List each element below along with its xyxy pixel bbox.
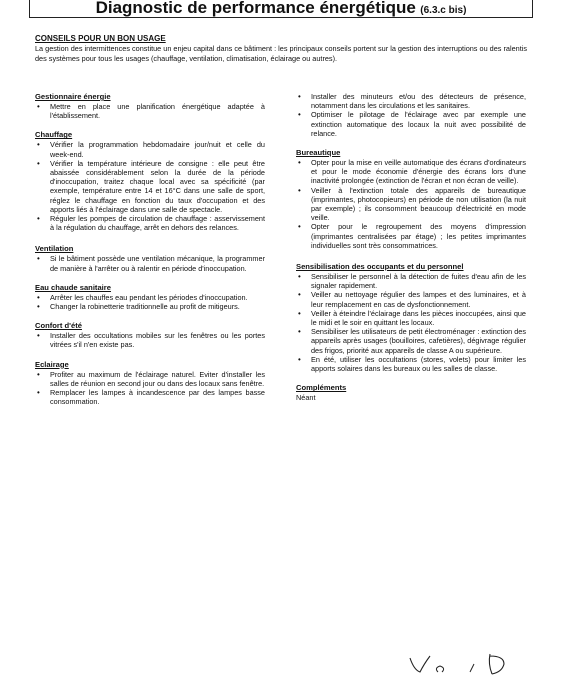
list-item: • Vérifier la température intérieure de consigne : elle peut être abaissée considérablement selon la durée de la période d'inoccupation, traitez chaque local avec sa spécificité (par exemple, température entre 14 et 16°C dans une salle de sport, réglez le chauffage en fonction du taux d'occupation et des apports liés à l'éclairage dans une salle de spectacle. bbox=[35, 159, 265, 214]
section-confort-ete bbox=[35, 321, 265, 349]
list-item: • Remplacer les lampes à incandescence par des lampes basse consommation. bbox=[35, 388, 265, 406]
list-item: • Opter pour la mise en veille automatique des écrans d'ordinateurs et pour le mode économie d'énergie des écrans lors d'une inactivité prolongée (extinction de l'écran et non écran de veille). bbox=[296, 158, 526, 186]
list-item: • Optimiser le pilotage de l'éclairage avec par exemple une extinction automatique des locaux la nuit avec possibilité de relance. bbox=[296, 110, 526, 138]
section-bureautique bbox=[296, 148, 526, 250]
list-item: • Sensibiliser les utilisateurs de petit électroménager : extinction des appareils après usages (bouilloires, cafetières), dégivrage régulier des frigos, priorité aux appareils de classe A ou supérieure. bbox=[296, 327, 526, 355]
section-heading: Ventilation bbox=[35, 244, 74, 254]
section-complements bbox=[296, 383, 526, 402]
complements-text: Néant bbox=[296, 393, 316, 403]
section-heading: Eclairage bbox=[35, 359, 69, 369]
list-item: • Veiller à l'extinction totale des appareils de bureautique (imprimantes, photocopieurs) en période de non utilisation (la nuit par exemple) ; ils consomment beaucoup d'électricité en mode veille. bbox=[296, 186, 526, 223]
section-heading: Chauffage bbox=[35, 130, 73, 140]
document-title bbox=[29, 0, 533, 18]
list-item: • Réguler les pompes de circulation de chauffage : asservissement à la régulation du chauffage, arrêt en dehors des relances. bbox=[35, 214, 265, 232]
list-item: • Veiller au nettoyage régulier des lampes et des luminaires, et à leur remplacement en cas de dysfonctionnement. bbox=[296, 290, 526, 308]
section-gestionnaire-energie bbox=[35, 92, 265, 120]
section-heading: Gestionnaire énergie bbox=[35, 92, 111, 101]
list-item: • Sensibiliser le personnel à la détection de fuites d'eau afin de les signaler rapidement. bbox=[296, 272, 526, 290]
title-main: Diagnostic de performance énergétique bbox=[95, 0, 416, 17]
section-heading: Confort d'été bbox=[35, 321, 82, 331]
complements-heading: Compléments bbox=[296, 383, 347, 393]
intro-heading: CONSEILS POUR UN BON USAGE bbox=[35, 34, 166, 43]
list-item: • Profiter au maximum de l'éclairage naturel. Eviter d'installer les salles de réunion en second jour ou dans des locaux sans fenêtre. bbox=[35, 370, 265, 388]
section-eclairage-continued bbox=[296, 92, 526, 138]
section-chauffage bbox=[35, 130, 265, 232]
section-heading: Sensibilisation des occupants et du personnel bbox=[296, 262, 464, 272]
section-heading: Bureautique bbox=[296, 148, 341, 158]
list-item: • Arrêter les chauffes eau pendant les périodes d'inoccupation. bbox=[35, 293, 265, 302]
list-item: • Changer la robinetterie traditionnelle au profit de mitigeurs. bbox=[35, 302, 265, 311]
list-item: • Installer des minuteurs et/ou des détecteurs de présence, notamment dans les circulations et les sanitaires. bbox=[296, 92, 526, 110]
list-item: • Veiller à éteindre l'éclairage dans les pièces inoccupées, ainsi que le midi et le soir en quittant les locaux. bbox=[296, 309, 526, 327]
list-item: • En été, utiliser les occultations (stores, volets) pour limiter les apports solaires dans les bureaux ou les salles de classe. bbox=[296, 355, 526, 373]
section-sensibilisation bbox=[296, 262, 526, 373]
section-eclairage bbox=[35, 360, 265, 407]
list-item: • Opter pour le regroupement des moyens d'impression (imprimantes centralisées par étage) ; les petites imprimantes individuelles sont très consommatrices. bbox=[296, 222, 526, 250]
section-heading: Eau chaude sanitaire bbox=[35, 282, 111, 292]
intro-text: La gestion des intermittences constitue un enjeu capital dans ce bâtiment : les principaux conseils portent sur la gestion des interruptions ou des ralentis des systèmes pour tous les usages (chauffage, ventilation, climatisation, éclairage ou autres). bbox=[35, 44, 527, 63]
handwritten-initials bbox=[408, 650, 528, 675]
left-column bbox=[35, 92, 265, 406]
list-item: • Installer des occultations mobiles sur les fenêtres ou les portes vitrées s'il n'en existe pas. bbox=[35, 331, 265, 349]
list-item: • Mettre en place une planification énergétique adaptée à l'établissement. bbox=[35, 102, 265, 120]
title-reference: (6.3.c bis) bbox=[420, 5, 467, 16]
section-eau-chaude-sanitaire bbox=[35, 283, 265, 311]
list-item: • Si le bâtiment possède une ventilation mécanique, la programmer de manière à l'arrêter ou à ralentir en période d'inoccupation. bbox=[35, 254, 265, 272]
right-column bbox=[296, 92, 526, 402]
intro-section bbox=[35, 34, 527, 63]
list-item: • Vérifier la programmation hebdomadaire jour/nuit et celle du week-end. bbox=[35, 140, 265, 158]
section-ventilation bbox=[35, 244, 265, 272]
